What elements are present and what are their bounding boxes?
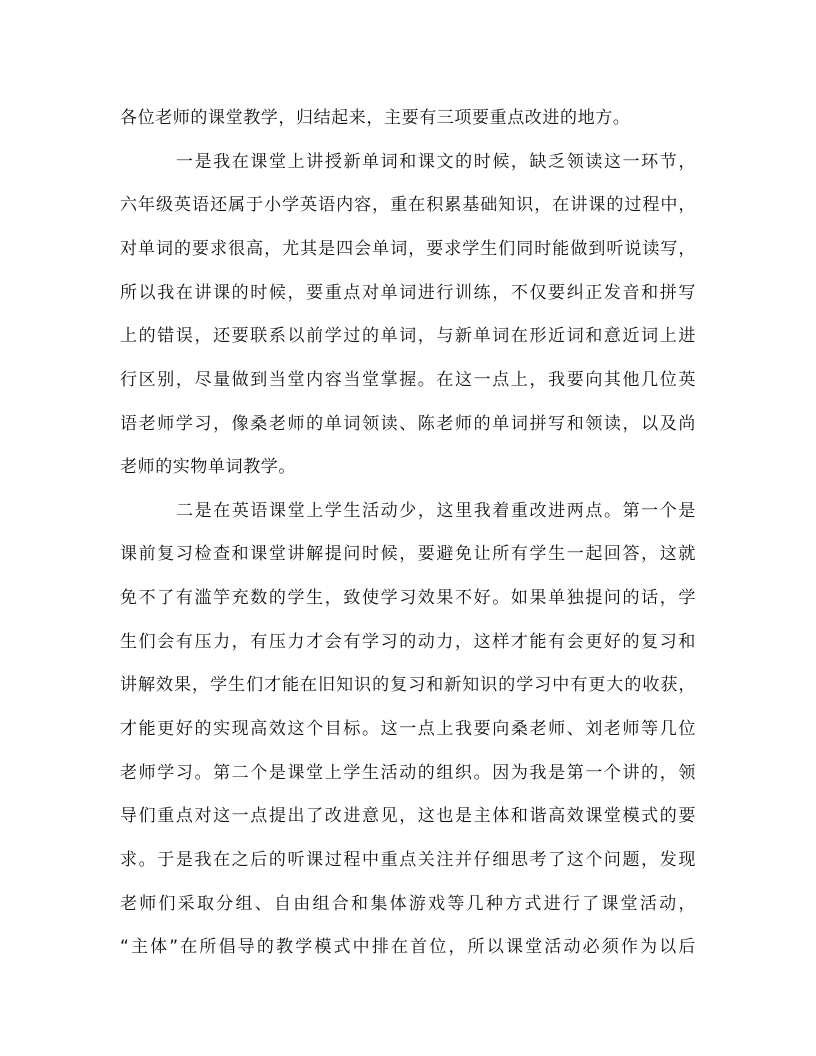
text-line: 才能更好的实现高效这个目标。这一点上我要向桑老师、刘老师等几位 xyxy=(120,719,696,739)
text-line: 免不了有滥竽充数的学生，致使学习效果不好。如果单独提问的话，学 xyxy=(120,588,696,608)
text-line: 讲解效果，学生们才能在旧知识的复习和新知识的学习中有更大的收获， xyxy=(120,675,696,695)
text-line: 六年级英语还属于小学英语内容，重在积累基础知识，在讲课的过程中， xyxy=(120,195,696,215)
text-line: 对单词的要求很高，尤其是四会单词，要求学生们同时能做到听说读写， xyxy=(120,239,696,259)
text-line: 行区别，尽量做到当堂内容当堂掌握。在这一点上，我要向其他几位英 xyxy=(120,370,696,390)
text-line: 老师的实物单词教学。 xyxy=(120,457,296,477)
text-line: 生们会有压力，有压力才会有学习的动力，这样才能有会更好的复习和 xyxy=(120,632,696,652)
text-line: 二是在英语课堂上学生活动少，这里我着重改进两点。第一个是 xyxy=(176,501,696,521)
text-line: 老师们采取分组、自由组合和集体游戏等几种方式进行了课堂活动， xyxy=(120,894,696,914)
text-line: 上的错误，还要联系以前学过的单词，与新单词在形近词和意近词上进 xyxy=(120,326,696,346)
text-line: 求。于是我在之后的听课过程中重点关注并仔细思考了这个问题，发现 xyxy=(120,850,696,870)
text-line: 导们重点对这一点提出了改进意见，这也是主体和谐高效课堂模式的要 xyxy=(120,806,696,826)
text-line: 所以我在讲课的时候，要重点对单词进行训练，不仅要纠正发音和拼写 xyxy=(120,283,696,303)
text-line: “主体”在所倡导的教学模式中排在首位，所以课堂活动必须作为以后 xyxy=(120,937,696,957)
text-line: 一是我在课堂上讲授新单词和课文的时候，缺乏领读这一环节， xyxy=(176,152,696,172)
text-line: 课前复习检查和课堂讲解提问时候，要避免让所有学生一起回答，这就 xyxy=(120,544,696,564)
text-line: 各位老师的课堂教学，归结起来，主要有三项要重点改进的地方。 xyxy=(120,108,631,128)
text-line: 老师学习。第二个是课堂上学生活动的组织。因为我是第一个讲的，领 xyxy=(120,763,696,783)
text-line: 语老师学习，像桑老师的单词领读、陈老师的单词拼写和领读，以及尚 xyxy=(120,414,696,434)
